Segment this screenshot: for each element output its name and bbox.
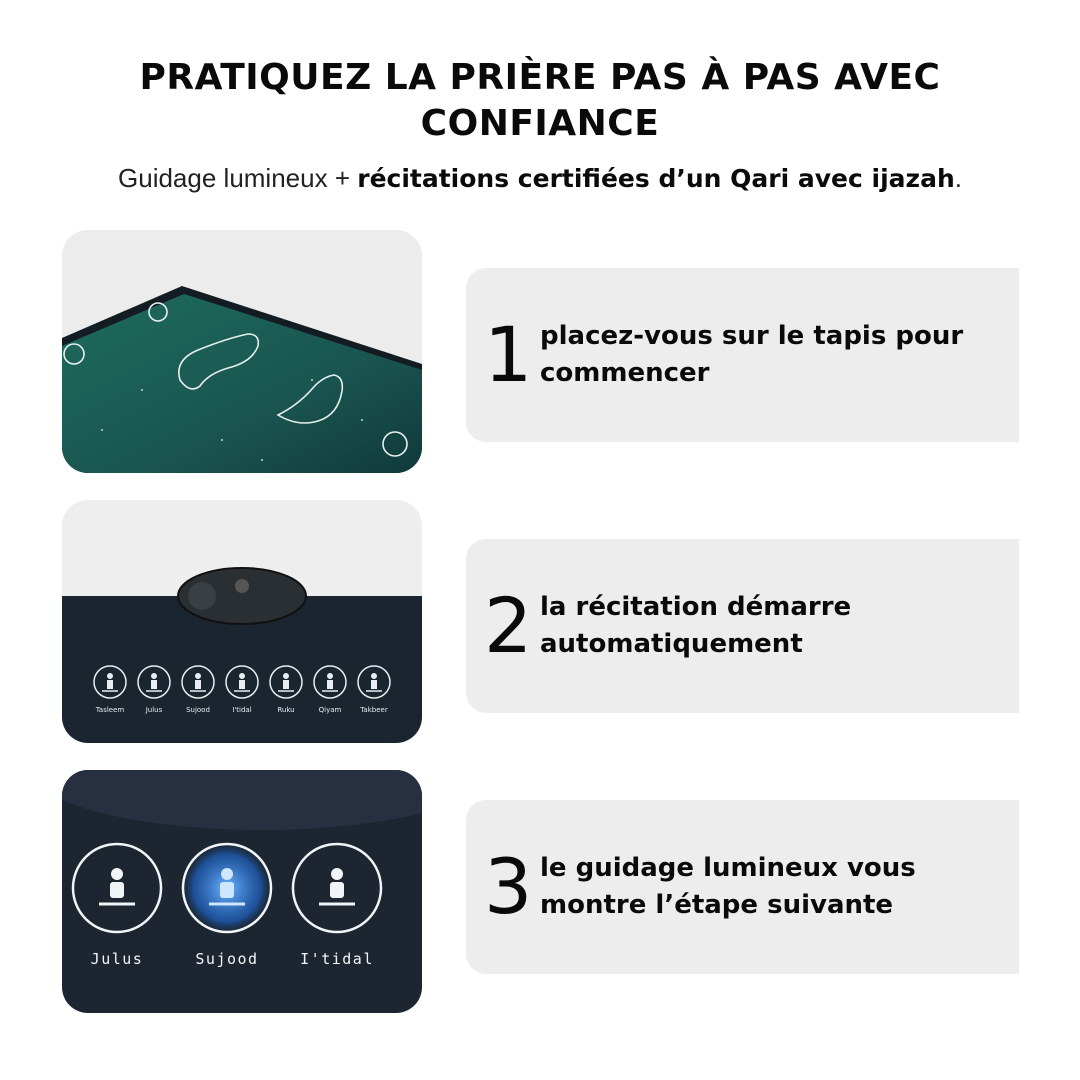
step-number-3: 3 — [484, 842, 533, 931]
logo-icon — [235, 579, 249, 593]
step-text-3: le guidage lumineux vous montre l’étape suivante — [540, 853, 916, 920]
subtitle-light: Guidage lumineux + — [118, 163, 358, 193]
subtitle-end: . — [954, 163, 962, 193]
position-label: I'tidal — [232, 706, 252, 714]
position-label: Julus — [145, 706, 163, 714]
position-label: Sujood — [186, 706, 210, 714]
glow-photo — [62, 770, 422, 1013]
step-card-1 — [466, 268, 1019, 442]
step-card-3 — [466, 800, 1019, 974]
position-label: Takbeer — [360, 706, 388, 714]
step-number-2: 2 — [484, 581, 533, 670]
position-label: Ruku — [277, 706, 295, 714]
position-label: I'tidal — [300, 950, 374, 968]
subtitle-bold: récitations certifiées d’un Qari avec ijazah — [357, 164, 955, 193]
glow-illustration — [62, 770, 422, 1013]
step-text-1: placez-vous sur le tapis pour commencer — [540, 321, 964, 388]
mat-illustration — [62, 230, 422, 473]
controller-photo — [62, 500, 422, 743]
page-subtitle — [0, 160, 1080, 197]
step-number-1: 1 — [484, 310, 533, 399]
step-text-2: la récitation démarre automatiquement — [540, 592, 852, 659]
mat-photo — [62, 230, 422, 473]
position-label: Sujood — [195, 950, 259, 968]
position-label: Julus — [90, 950, 144, 968]
position-label: Tasleem — [95, 706, 125, 714]
step-card-2 — [466, 539, 1019, 713]
speaker-icon — [188, 582, 216, 610]
controller-illustration — [62, 500, 422, 743]
position-label: Qiyam — [318, 706, 342, 714]
page-title: PRATIQUEZ LA PRIÈRE PAS À PAS AVEC CONFIANCE — [139, 57, 941, 144]
